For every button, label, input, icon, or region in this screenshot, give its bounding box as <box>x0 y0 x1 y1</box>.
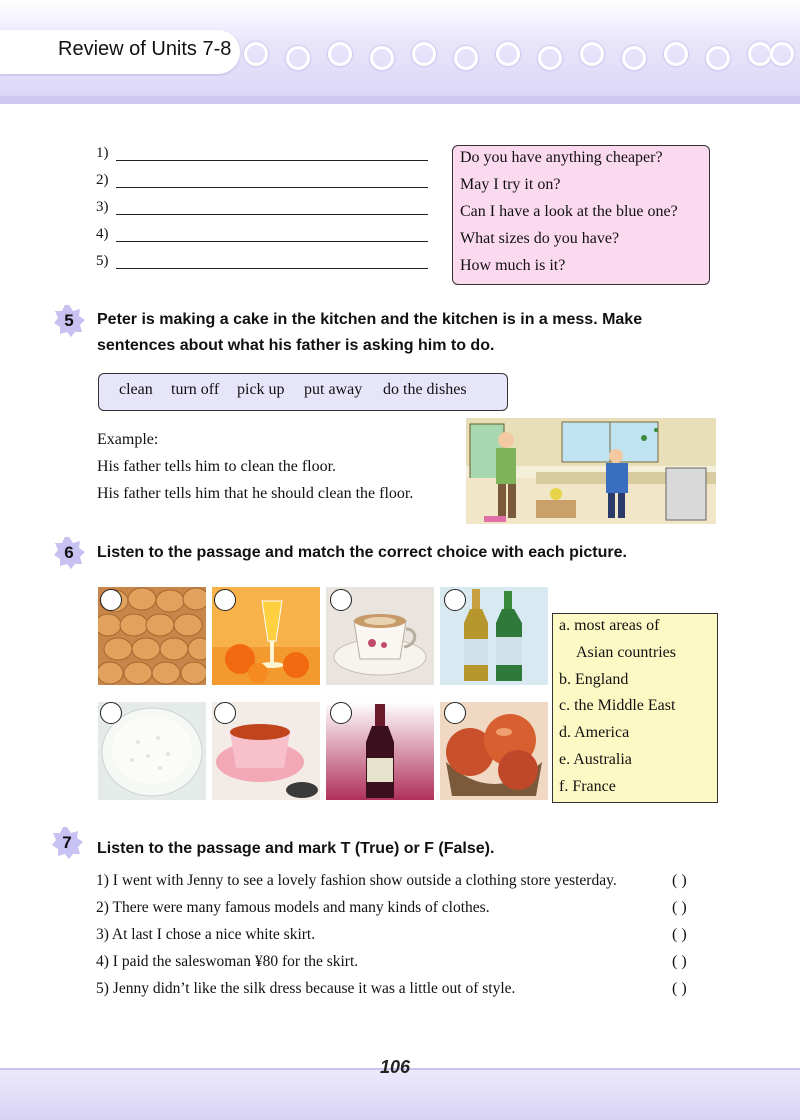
blank-number: 2) <box>96 172 109 188</box>
answer-parentheses[interactable]: ( ) <box>672 872 687 889</box>
ring-icon <box>328 42 352 66</box>
blank-number: 3) <box>96 199 109 215</box>
choice-item: b. England <box>559 671 629 688</box>
ring-icon <box>370 46 394 70</box>
answer-parentheses[interactable]: ( ) <box>672 953 687 970</box>
statement: 1) I went with Jenny to see a lovely fashion show outside a clothing store yesterday. <box>96 872 617 889</box>
phrase-item: May I try it on? <box>460 176 561 193</box>
page-header-title: Review of Units 7-8 <box>58 38 232 60</box>
example-label: Example: <box>97 431 159 448</box>
ring-icon <box>664 42 688 66</box>
section-5-instruction-line-2: sentences about what his father is asking him to do. <box>97 337 495 354</box>
answer-parentheses[interactable]: ( ) <box>672 980 687 997</box>
answer-line[interactable] <box>116 268 428 269</box>
ring-icon <box>244 42 268 66</box>
answer-circle[interactable] <box>214 702 236 724</box>
ring-icon <box>538 46 562 70</box>
section-6-instruction: Listen to the passage and match the correct choice with each picture. <box>97 544 627 561</box>
statement: 3) At last I chose a nice white skirt. <box>96 926 316 943</box>
answer-line[interactable] <box>116 160 428 161</box>
choice-item: a. most areas of <box>559 617 660 634</box>
answer-circle[interactable] <box>444 589 466 611</box>
answer-circle[interactable] <box>330 702 352 724</box>
answer-line[interactable] <box>116 187 428 188</box>
header-strip <box>0 96 800 104</box>
choice-item: f. France <box>559 778 616 795</box>
answer-circle[interactable] <box>100 589 122 611</box>
answer-parentheses[interactable]: ( ) <box>672 899 687 916</box>
ring-icon <box>412 42 436 66</box>
statement: 5) Jenny didn’t like the silk dress because it was a little out of style. <box>96 980 516 997</box>
answer-parentheses[interactable]: ( ) <box>672 926 687 943</box>
example-sentence-2: His father tells him that he should clean the floor. <box>97 485 414 502</box>
ring-icon <box>706 46 730 70</box>
messy-kitchen-illustration <box>466 418 716 524</box>
phrase-item: Do you have anything cheaper? <box>460 149 663 166</box>
ring-icon <box>286 46 310 70</box>
choice-item: Asian countries <box>576 644 676 661</box>
statement: 2) There were many famous models and many kinds of clothes. <box>96 899 490 916</box>
section-6-badge <box>52 536 86 570</box>
ring-icon <box>496 42 520 66</box>
choice-item: e. Australia <box>559 751 632 768</box>
phrase-item: How much is it? <box>460 257 566 274</box>
answer-circle[interactable] <box>100 702 122 724</box>
answer-line[interactable] <box>116 214 428 215</box>
word-bank-item: do the dishes <box>383 381 467 398</box>
section-number: 5 <box>64 311 74 330</box>
blank-number: 1) <box>96 145 109 161</box>
statement: 4) I paid the saleswoman ¥80 for the skirt. <box>96 953 359 970</box>
blank-number: 4) <box>96 226 109 242</box>
choice-item: d. America <box>559 724 630 741</box>
answer-line[interactable] <box>116 241 428 242</box>
phrase-item: Can I have a look at the blue one? <box>460 203 678 220</box>
section-7-instruction: Listen to the passage and mark T (True) or F (False). <box>97 840 495 857</box>
section-number: 6 <box>64 543 74 562</box>
answer-circle[interactable] <box>444 702 466 724</box>
word-bank-item: pick up <box>237 381 285 398</box>
example-sentence-1: His father tells him to clean the floor. <box>97 458 337 475</box>
section-5-badge <box>52 304 86 338</box>
word-bank-item: put away <box>304 381 363 398</box>
phrase-item: What sizes do you have? <box>460 230 620 247</box>
blank-number: 5) <box>96 253 109 269</box>
word-bank-item: clean <box>119 381 153 398</box>
section-number: 7 <box>62 833 72 852</box>
ring-icon <box>748 42 772 66</box>
section-5-instruction-line-1: Peter is making a cake in the kitchen and the kitchen is in a mess. Make <box>97 311 643 328</box>
answer-circle[interactable] <box>214 589 236 611</box>
answer-circle[interactable] <box>330 589 352 611</box>
ring-icon <box>770 42 794 66</box>
ring-icon <box>454 46 478 70</box>
ring-icon <box>622 46 646 70</box>
word-bank-item: turn off <box>171 381 220 398</box>
ring-icon <box>580 42 604 66</box>
section-7-badge <box>50 826 84 860</box>
choice-item: c. the Middle East <box>559 697 676 714</box>
page-number: 106 <box>379 1057 411 1077</box>
